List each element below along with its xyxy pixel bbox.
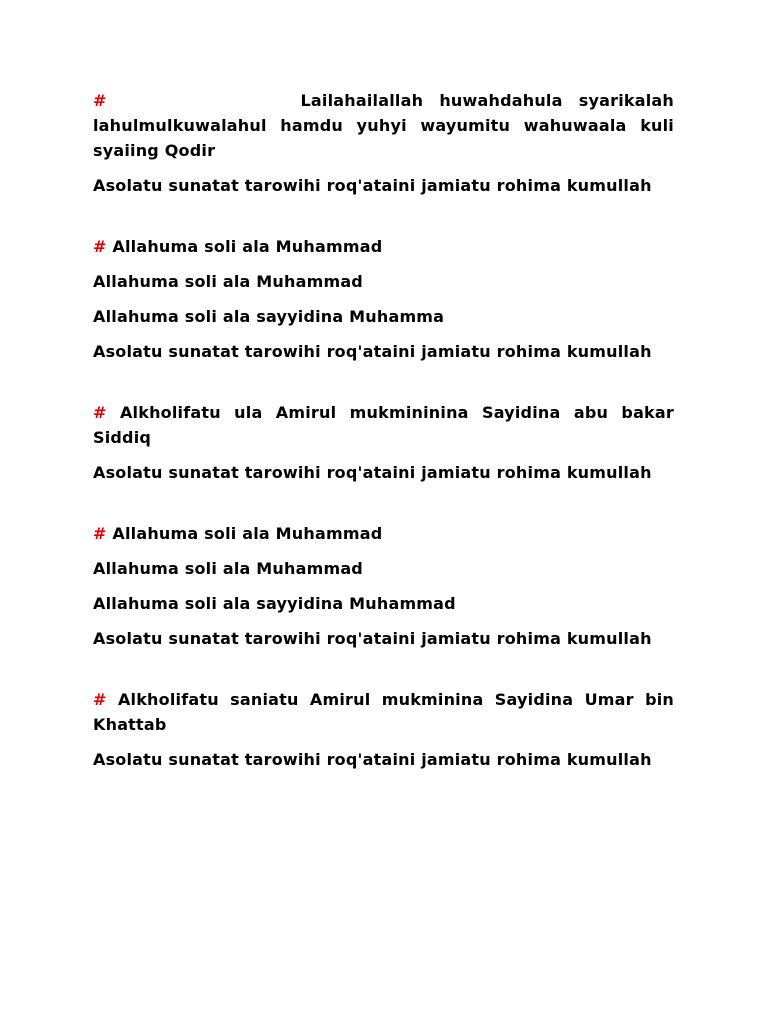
verse-line: Asolatu sunatat tarowihi roq'ataini jamiatu rohima kumullah	[93, 750, 652, 769]
verse-line: Asolatu sunatat tarowihi roq'ataini jamiatu rohima kumullah	[93, 342, 652, 361]
hash-marker: #	[93, 91, 107, 110]
section-heading	[93, 88, 674, 163]
verse-line: Allahuma soli ala Muhammad	[93, 272, 363, 291]
hash-marker: #	[93, 403, 107, 422]
heading-text: Lailahailallah huwahdahula syarikalah lahulmulkuwalahul hamdu yuhyi wayumitu wahuwaala kuli syaiing Qodir	[93, 91, 674, 160]
heading-text: Allahuma soli ala Muhammad	[112, 524, 383, 543]
heading-text: Alkholifatu ula Amirul mukmininina Sayidina abu bakar Siddiq	[93, 403, 674, 447]
verse-line: Allahuma soli ala sayyidina Muhamma	[93, 307, 445, 326]
hash-marker: #	[93, 237, 107, 256]
verse-line: Allahuma soli ala sayyidina Muhammad	[93, 594, 456, 613]
section-heading	[93, 521, 674, 546]
verse-line: Asolatu sunatat tarowihi roq'ataini jamiatu rohima kumullah	[93, 463, 652, 482]
document-page	[93, 88, 674, 782]
hash-marker: #	[93, 524, 107, 543]
heading-text: Alkholifatu saniatu Amirul mukminina Sayidina Umar bin Khattab	[93, 690, 674, 734]
hash-marker: #	[93, 690, 107, 709]
section-heading	[93, 234, 674, 259]
section-heading	[93, 400, 674, 450]
heading-text: Allahuma soli ala Muhammad	[112, 237, 383, 256]
verse-line: Allahuma soli ala Muhammad	[93, 559, 363, 578]
verse-line: Asolatu sunatat tarowihi roq'ataini jamiatu rohima kumullah	[93, 176, 652, 195]
section-heading	[93, 687, 674, 737]
verse-line: Asolatu sunatat tarowihi roq'ataini jamiatu rohima kumullah	[93, 629, 652, 648]
